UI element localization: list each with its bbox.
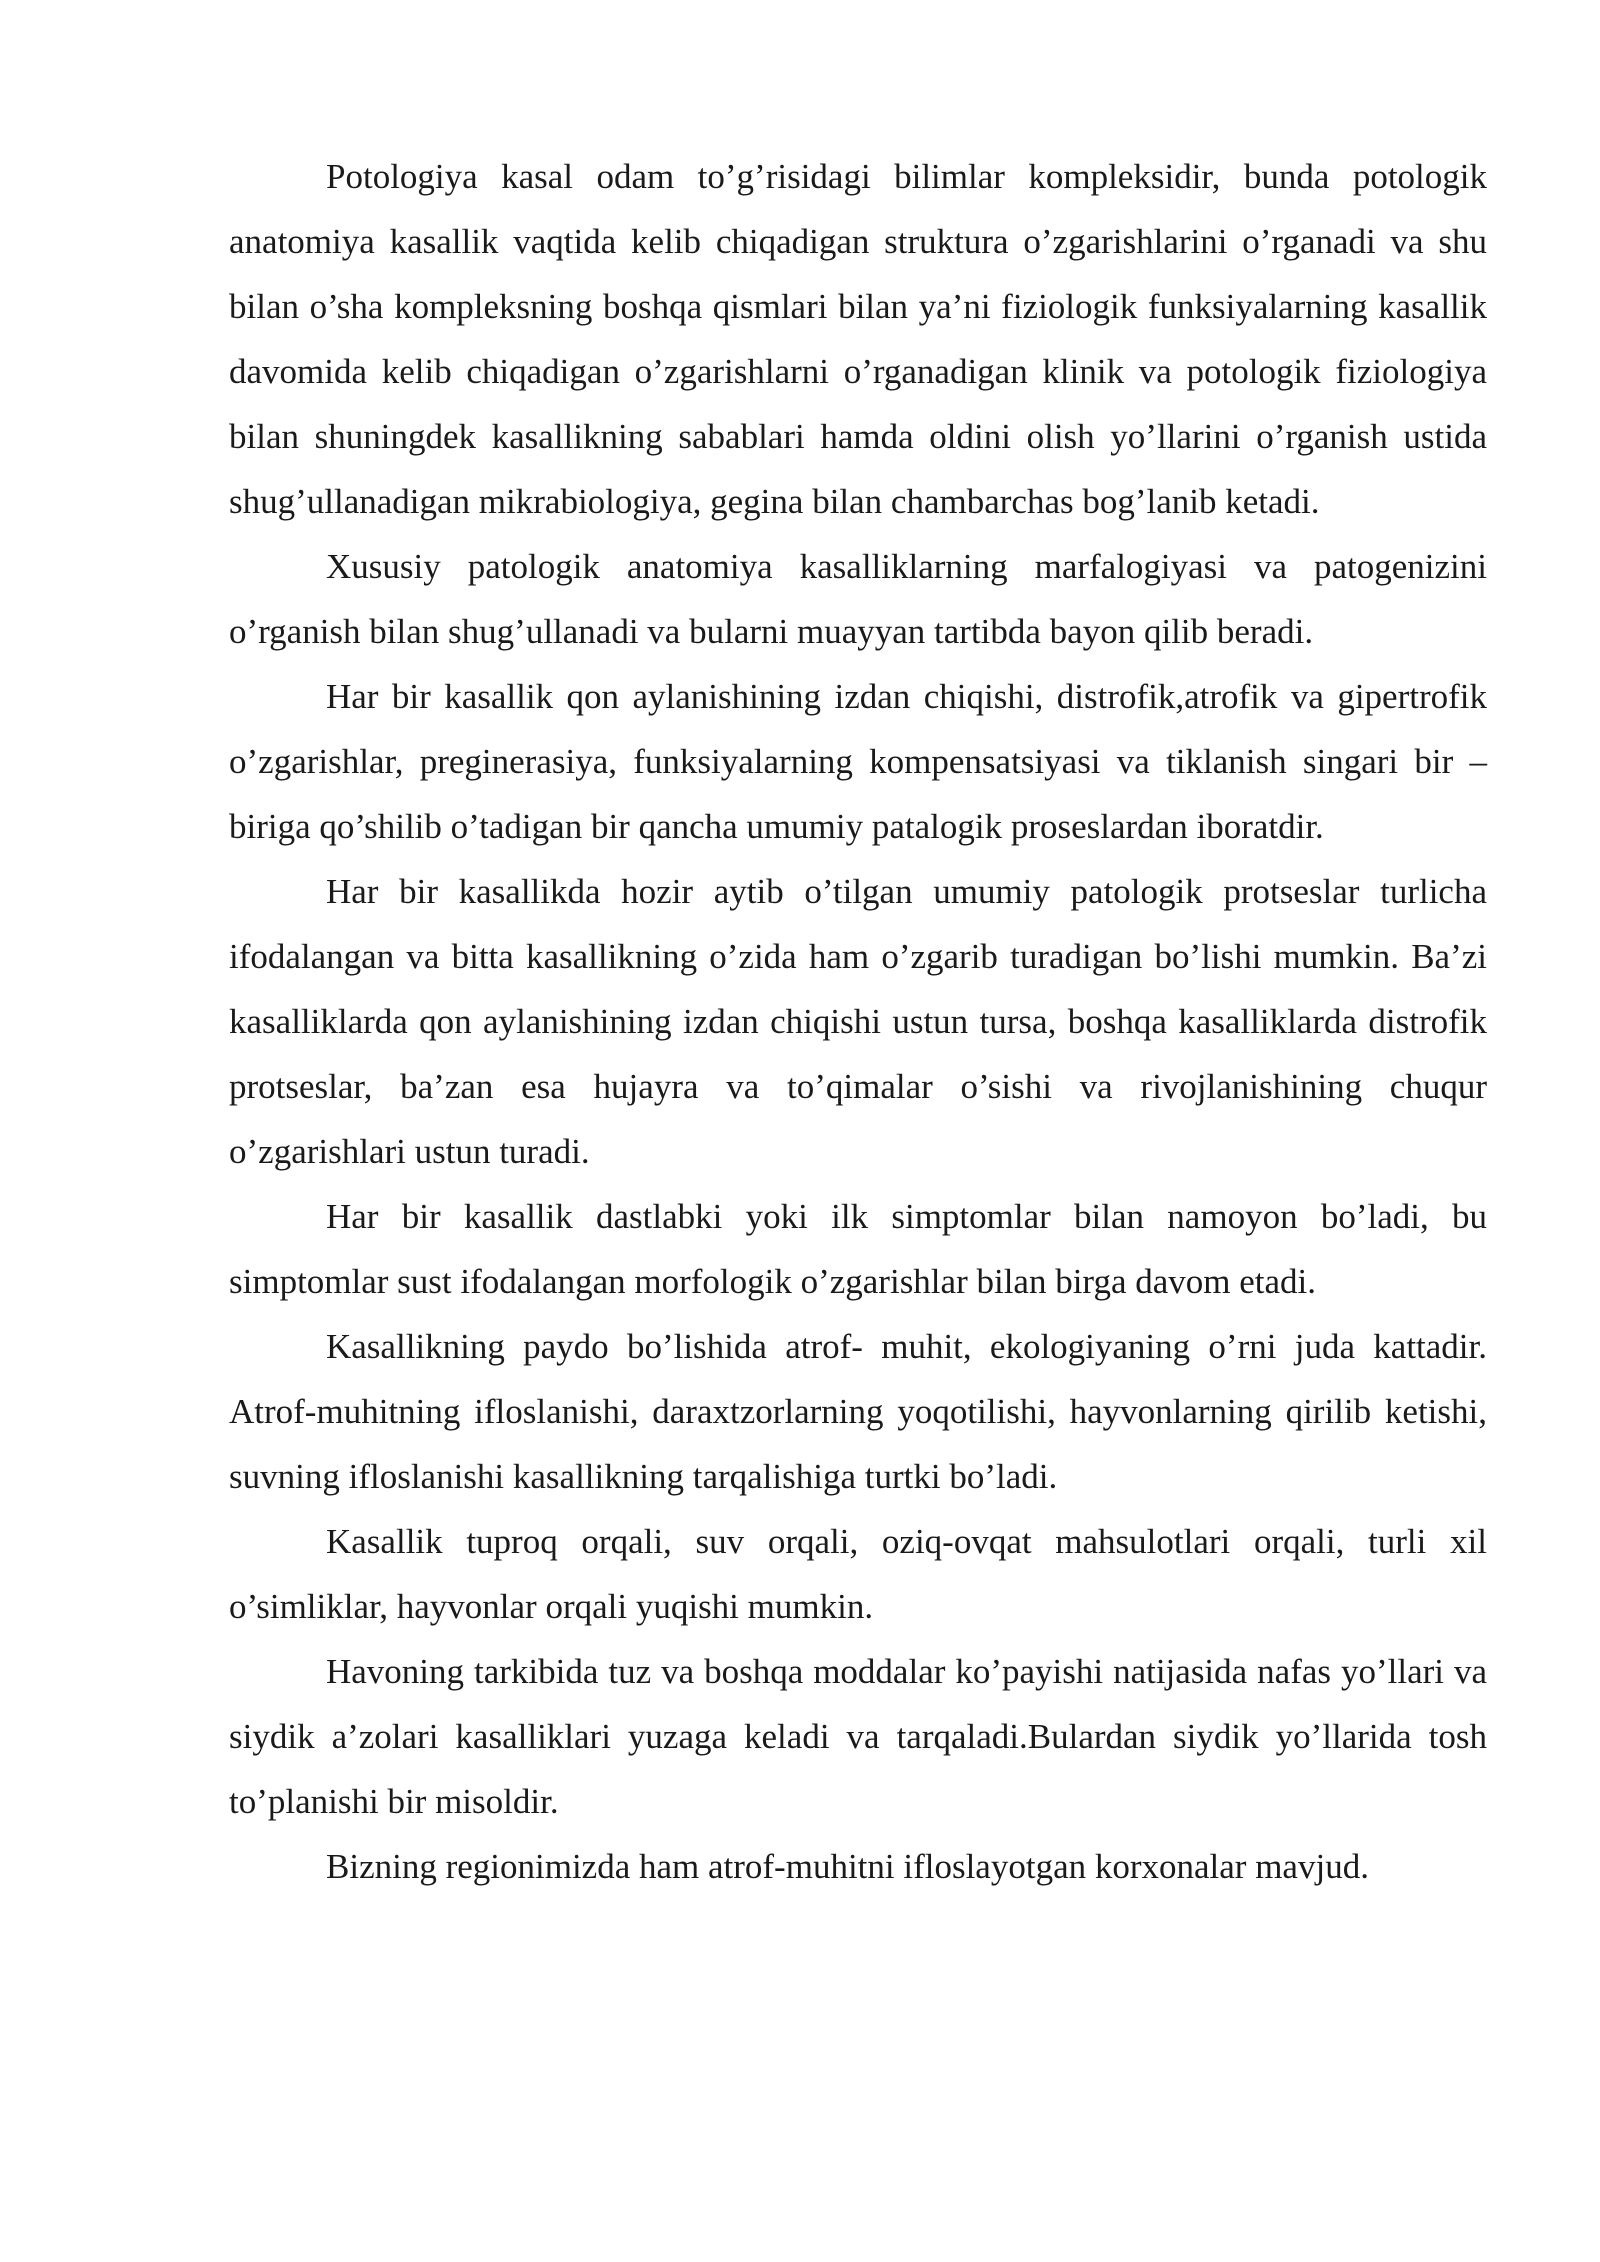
paragraph: Kasallik tuproq orqali, suv orqali, oziq-ovqat mahsulotlari orqali, turli xil o’simliklar, hayvonlar orqali yuqishi mumkin.: [229, 1522, 1487, 1626]
paragraph: Kasallikning paydo bo’lishida atrof- muhit, ekologiyaning o’rni juda kattadir. Atrof-muhitning ifloslanishi, daraxtzorlarning yoqotilishi, hayvonlarning qirilib ketishi, suvning ifloslanishi kasallikning tarqalishiga turtki bo’ladi.: [229, 1327, 1487, 1496]
document-body: [229, 144, 1487, 1899]
paragraph: Har bir kasallik dastlabki yoki ilk simptomlar bilan namoyon bo’ladi, bu simptomlar sust ifodalangan morfologik o’zgarishlar bilan birga davom etadi.: [229, 1197, 1487, 1301]
paragraph: Havoning tarkibida tuz va boshqa moddalar ko’payishi natijasida nafas yo’llari va siydik a’zolari kasalliklari yuzaga keladi va tarqaladi.Bulardan siydik yo’llarida tosh to’planishi bir misoldir.: [229, 1652, 1487, 1821]
paragraph: Potologiya kasal odam to’g’risidagi bilimlar kompleksidir, bunda potologik anatomiya kasallik vaqtida kelib chiqadigan struktura o’zgarishlarini o’rganadi va shu bilan o’sha kompleksning boshqa qismlari bilan ya’ni fiziologik funksiyalarning kasallik davomida kelib chiqadigan o’zgarishlarni o’rganadigan klinik va potologik fiziologiya bilan shuningdek kasallikning sabablari hamda oldini olish yo’llarini o’rganish ustida shug’ullanadigan mikrabiologiya, gegina bilan chambarchas bog’lanib ketadi.: [229, 157, 1487, 521]
paragraph: Har bir kasallik qon aylanishining izdan chiqishi, distrofik,atrofik va gipertrofik o’zgarishlar, preginerasiya, funksiyalarning kompensatsiyasi va tiklanish singari bir – biriga qo’shilib o’tadigan bir qancha umumiy patalogik proseslardan iboratdir.: [229, 677, 1487, 846]
paragraph: Xususiy patologik anatomiya kasalliklarning marfalogiyasi va patogenizini o’rganish bilan shug’ullanadi va bularni muayyan tartibda bayon qilib beradi.: [229, 547, 1487, 651]
paragraph: Har bir kasallikda hozir aytib o’tilgan umumiy patologik protseslar turlicha ifodalangan va bitta kasallikning o’zida ham o’zgarib turadigan bo’lishi mumkin. Ba’zi kasalliklarda qon aylanishining izdan chiqishi ustun tursa, boshqa kasalliklarda distrofik protseslar, ba’zan esa hujayra va to’qimalar o’sishi va rivojlanishining chuqur o’zgarishlari ustun turadi.: [229, 872, 1487, 1171]
paragraph: Bizning regionimizda ham atrof-muhitni ifloslayotgan korxonalar mavjud.: [326, 1847, 1369, 1886]
